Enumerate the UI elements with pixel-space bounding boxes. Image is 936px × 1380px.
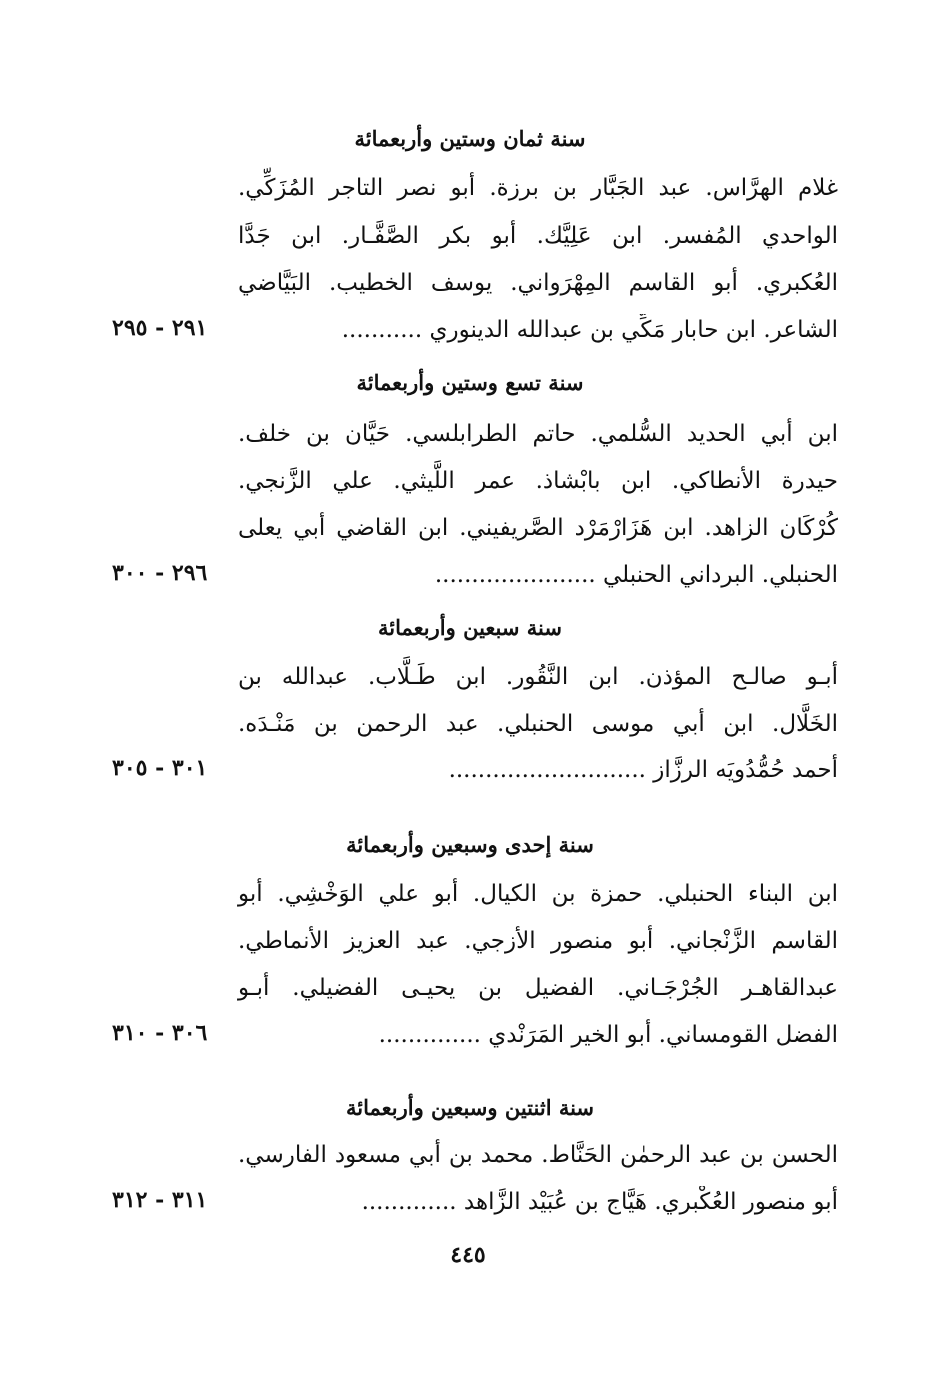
leader-dots: ........................... [448, 757, 646, 783]
text-line: كُرْكَان الزاهد. ابن هَزَارْمَرْد الصَّريفيني. ابن القاضي أبي يعلى [238, 515, 838, 541]
page-range: ٢٩٦ - ٣٠٠ [112, 560, 208, 586]
text-line-last [218, 754, 838, 786]
leader-dots: ........... [341, 317, 423, 343]
text-line: الخَلَّال. ابن أبي موسى الحنبلي. عبد الرحمن بن مَنْـدَه. [238, 711, 838, 737]
page-number: ٤٤٥ [450, 1242, 486, 1268]
leader-dots: .............. [378, 1022, 481, 1048]
text-line: عبدالقاهـر الجُرْجَـاني. الفضيل بن يحيـى الفضيلي. أبـو [238, 975, 838, 1001]
section-heading-470: سنة سبعين وأربعمائة [378, 615, 562, 640]
text-line: الواحدي المُفسر. ابن عَلِيَّك. أبو بكر الصَّفَّـار. ابن جَدَّا [238, 223, 838, 249]
text-line: ابن أبي الحديد السُّلمي. حاتم الطرابلسي. حَيَّان بن خلف. [238, 421, 838, 447]
page-range: ٢٩١ - ٢٩٥ [112, 315, 208, 341]
section-heading-472: سنة اثنتين وسبعين وأربعمائة [345, 1095, 595, 1120]
line-text: أبو منصور العُكْبري. هَيَّاج بن عُبَيْد الزَّاهد [463, 1189, 838, 1215]
leader-dots: ...................... [434, 562, 596, 588]
line-text: الحنبلي. البرداني الحنبلي [603, 562, 838, 588]
text-line: ابن البناء الحنبلي. حمزة بن الكيال. أبو علي الوَخْشِي. أبو [238, 881, 838, 907]
text-line-last [218, 1186, 838, 1218]
page-range: ٣٠١ - ٣٠٥ [112, 755, 208, 781]
text-line: الحسن بن عبد الرحمٰن الحَنَّاط. محمد بن أبي مسعود الفارسي. [238, 1142, 838, 1168]
page-range: ٣٠٦ - ٣١٠ [112, 1020, 208, 1046]
text-line: حيدرة الأنطاكي. ابن بابْشاذ. عمر اللَّيثي. علي الزَّنجي. [238, 468, 838, 494]
page-range: ٣١١ - ٣١٢ [112, 1187, 208, 1213]
text-line-last [218, 314, 838, 346]
line-text: أحمد حُمُّدُويَه الرزَّاز [653, 757, 838, 783]
section-heading-471: سنة إحدى وسبعين وأربعمائة [346, 832, 594, 857]
line-text: الشاعر. ابن حابار مَكِّي بن عبدالله الدينوري [429, 317, 838, 343]
text-line: القاسم الزَّنْجاني. أبو منصور الأزجي. عبد العزيز الأنماطي. [238, 928, 838, 954]
text-line: العُكبري. أبو القاسم المِهْرَواني. يوسف الخطيب. البَيَّاضي [238, 270, 838, 296]
text-line: أبـو صالـح المؤذن. ابن النَّقُور. ابن طَـلَّاب. عبدالله بن [238, 664, 838, 690]
section-heading-469: سنة تسع وستين وأربعمائة [356, 370, 584, 395]
text-line-last [218, 1019, 838, 1051]
text-line: غلام الهرَّاس. عبد الجَبَّار بن برزة. أبو نصر التاجر المُزَكِّي. [238, 175, 838, 201]
text-line-last [218, 559, 838, 591]
leader-dots: ............. [361, 1189, 457, 1215]
line-text: الفضل القومساني. أبو الخير المَرَنْدي [488, 1022, 838, 1048]
section-heading-468: سنة ثمان وستين وأربعمائة [354, 126, 586, 151]
